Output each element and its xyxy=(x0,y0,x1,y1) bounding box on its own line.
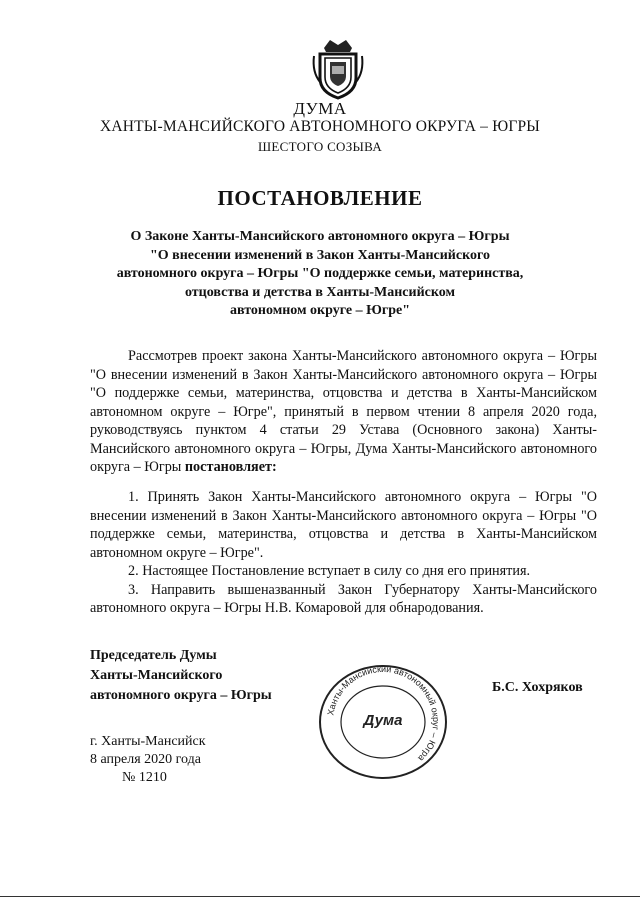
title-line: автономного округа – Югры "О поддержке семьи, материнства, xyxy=(116,266,524,281)
city: г. Ханты-Мансийск xyxy=(90,734,206,749)
org-name-line1: ДУМА xyxy=(293,99,347,118)
convocation-line: ШЕСТОГО СОЗЫВА xyxy=(257,139,383,154)
position-line: Ханты-Мансийского xyxy=(90,668,223,683)
preamble-text: Рассмотрев проект закона Ханты-Мансийского автономного округа – Югры "О внесении изменений в Закон Ханты-Мансийского автономного округа – Югры "О поддержке семьи, материнства, отцовства и детства в Ханты-Мансийском автономном округе – Югре", принятый в первом чтении 8 апреля 2020 года, руководствуясь пунктом 4 статьи 29 Устава (Основного закона) Ханты-Мансийского автономного округа – Югры, Дума Ханты-Мансийского автономного округа – Югры xyxy=(90,348,597,475)
date: 8 апреля 2020 года xyxy=(90,752,201,767)
resolution-item: 2. Настоящее Постановление вступает в силу со дня его принятия. xyxy=(128,563,531,579)
position-line: автономного округа – Югры xyxy=(90,688,272,703)
resolution-items xyxy=(90,488,597,618)
stamp-arc-text: Ханты-Мансийский автономный округ – Югра xyxy=(325,663,442,764)
official-stamp xyxy=(316,662,450,782)
resolution-item: 3. Направить вышеназванный Закон Губернатору Ханты-Мансийского автономного округа – Югры Н.В. Комаровой для обнародования. xyxy=(90,581,597,616)
decision-word: постановляет: xyxy=(184,459,277,475)
preamble-paragraph xyxy=(90,347,597,477)
title-line: "О внесении изменений в Закон Ханты-Мансийского xyxy=(150,247,490,263)
title-line: О Законе Ханты-Мансийского автономного округа – Югры xyxy=(130,229,510,244)
coat-of-arms-emblem xyxy=(310,38,366,100)
signatory-position xyxy=(90,646,272,706)
stamp-center-text: Дума xyxy=(363,712,403,729)
document-title xyxy=(0,228,640,321)
resolution-item: 1. Принять Закон Ханты-Мансийского автономного округа – Югры "О внесении изменений в Закон Ханты-Мансийского автономного округа – Югры "О поддержке семьи, материнства, отцовства и детства в Ханты-Мансийском автономном округе – Югре". xyxy=(90,489,597,561)
place-date-block xyxy=(90,733,206,787)
bottom-divider xyxy=(0,896,640,897)
position-line: Председатель Думы xyxy=(90,648,217,663)
signatory-name: Б.С. Хохряков xyxy=(492,680,583,695)
document-number: № 1210 xyxy=(122,770,167,785)
title-line: отцовства и детства в Ханты-Мансийском xyxy=(184,284,456,300)
title-line: автономном округе – Югре" xyxy=(229,303,411,318)
document-type: ПОСТАНОВЛЕНИЕ xyxy=(217,186,423,210)
org-name-line2: ХАНТЫ-МАНСИЙСКОГО АВТОНОМНОГО ОКРУГА – ЮГРЫ xyxy=(99,118,541,135)
